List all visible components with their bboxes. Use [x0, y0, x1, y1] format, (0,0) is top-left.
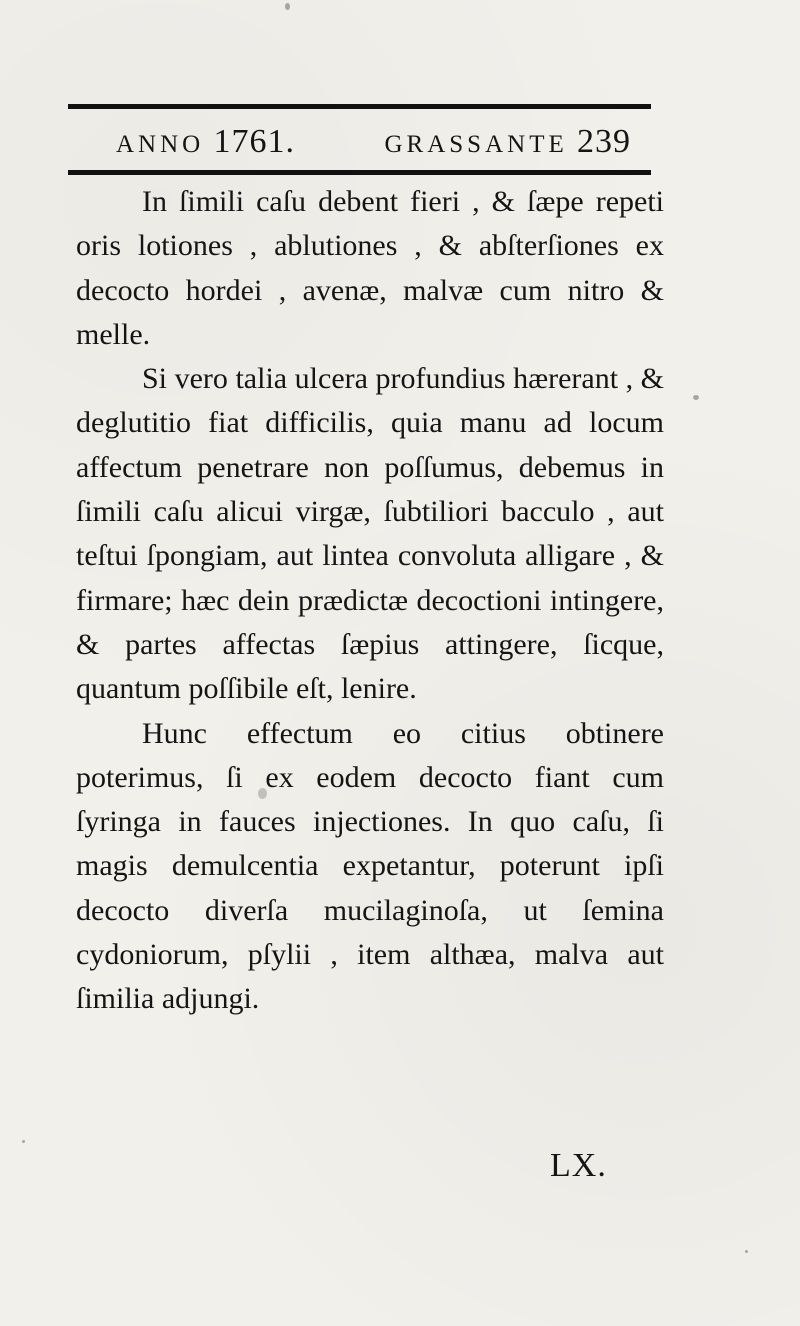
page-number: 239 [577, 123, 631, 160]
running-header [68, 120, 651, 164]
paper-speck [285, 3, 290, 10]
body-text [76, 180, 664, 1022]
header-rule-top [68, 104, 651, 109]
header-right [385, 120, 632, 167]
header-title: GRASSANTE [384, 131, 568, 158]
header-year: 1761. [213, 123, 295, 160]
header-anno: ANNO [116, 131, 205, 158]
paragraph: In ſimili caſu debent fieri , & ſæpe repeti oris lotiones , ablutiones , & abſterſiones ex decocto hordei , avenæ, malvæ cum nitro & melle. [76, 185, 664, 351]
header-left [116, 120, 295, 167]
paragraph: Si vero talia ulcera profundius hærerant , & deglutitio fiat difficilis, quia manu ad locum affectum penetrare non poſſumus, debemus in ſimili caſu alicui virgæ, ſubtiliori bacculo , aut teſtui ſpongiam, aut lintea convoluta alligare , & firmare; hæc dein prædictæ decoctioni intingere, & partes affectas ſæpius attingere, ſicque, quantum poſſibile eſt, lenire. [76, 362, 664, 706]
paper-speck [22, 1140, 25, 1143]
header-rule-bottom [68, 170, 651, 175]
paper-speck [693, 395, 699, 400]
paper-speck [745, 1250, 748, 1253]
catchword: LX. [550, 1147, 607, 1184]
paragraph: Hunc effectum eo citius obtinere poterimus, ſi ex eodem decocto fiant cum ſyringa in fauces injectiones. In quo caſu, ſi magis demulcentia expetantur, poterunt ipſi decocto diverſa mucilaginoſa, ut ſemina cydoniorum, pſylii , item althæa, malva aut ſimilia adjungi. [76, 716, 664, 1016]
